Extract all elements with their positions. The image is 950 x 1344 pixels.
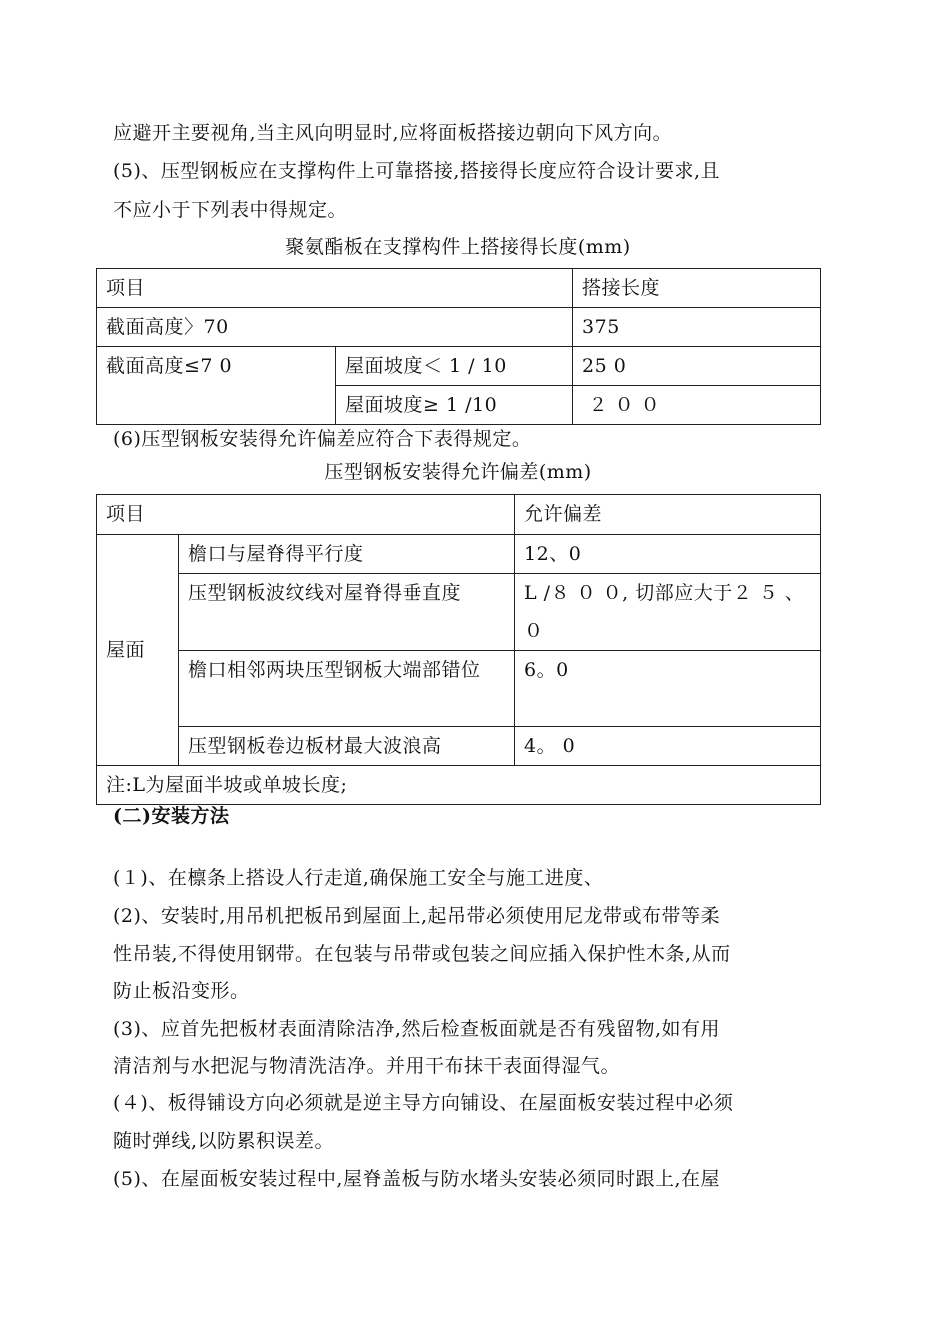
table2-row-item: 压型钢板卷边板材最大波浪高 bbox=[179, 727, 515, 766]
table2-row-value: 6。0 bbox=[515, 651, 821, 727]
table2-footnote: 注:L为屋面半坡或单坡长度; bbox=[97, 766, 821, 805]
section-line: 清洁剂与水把泥与物清洗洁净。并用干布抹干表面得湿气。 bbox=[113, 1055, 621, 1077]
table2-group-roof: 屋面 bbox=[97, 535, 179, 766]
section-line: 随时弹线,以防累积误差。 bbox=[113, 1130, 335, 1152]
table2-caption: 压型钢板安装得允许偏差(mm) bbox=[324, 461, 592, 483]
note-6: (6)压型钢板安装得允许偏差应符合下表得规定。 bbox=[113, 428, 532, 450]
table1-row2-sub2: 屋面坡度≥ 1 /10 bbox=[336, 386, 573, 425]
table2-header-tolerance: 允许偏差 bbox=[515, 495, 821, 535]
section-line: (3)、应首先把板材表面清除洁净,然后检查板面就是否有残留物,如有用 bbox=[113, 1018, 720, 1040]
table2-row-item: 檐口与屋脊得平行度 bbox=[179, 535, 515, 574]
table2-row-value: 12、0 bbox=[515, 535, 821, 574]
table2-header-item: 项目 bbox=[97, 495, 515, 535]
intro-line-3: 不应小于下列表中得规定。 bbox=[113, 199, 348, 221]
table1-row1-value: 375 bbox=[573, 308, 821, 347]
table1-header-item: 项目 bbox=[97, 269, 573, 308]
section-heading: (二)安装方法 bbox=[113, 805, 230, 827]
overlap-length-table bbox=[96, 268, 821, 425]
table1-row2-value2: ２ ０ ０ bbox=[573, 386, 821, 425]
table1-row2-item: 截面高度≤7 0 bbox=[97, 347, 336, 425]
tolerance-table bbox=[96, 494, 821, 805]
section-line: (１)、在檩条上搭设人行走道,确保施工安全与施工进度、 bbox=[113, 867, 604, 889]
table2-row-value: 4。 0 bbox=[515, 727, 821, 766]
intro-line-1: 应避开主要视角,当主风向明显时,应将面板搭接边朝向下风方向。 bbox=[113, 122, 673, 144]
table1-caption: 聚氨酯板在支撑构件上搭接得长度(mm) bbox=[285, 236, 631, 258]
section-line: (４)、板得铺设方向必须就是逆主导方向铺设、在屋面板安装过程中必须 bbox=[113, 1092, 734, 1114]
section-line: 性吊装,不得使用钢带。在包装与吊带或包装之间应插入保护性木条,从而 bbox=[113, 943, 731, 965]
table2-row-item: 檐口相邻两块压型钢板大端部错位 bbox=[179, 651, 515, 727]
table1-row2-value1: 25 0 bbox=[573, 347, 821, 386]
intro-line-2: (5)、压型钢板应在支撑构件上可靠搭接,搭接得长度应符合设计要求,且 bbox=[113, 160, 720, 182]
table1-row2-sub1: 屋面坡度＜ 1 / 10 bbox=[336, 347, 573, 386]
section-line: (2)、安装时,用吊机把板吊到屋面上,起吊带必须使用尼龙带或布带等柔 bbox=[113, 905, 720, 927]
table2-row-item: 压型钢板波纹线对屋脊得垂直度 bbox=[179, 574, 515, 651]
section-line: 防止板沿变形。 bbox=[113, 980, 250, 1002]
table2-row-value: L /８ ０ ０, 切部应大于２ ５ 、０ bbox=[515, 574, 821, 651]
table1-row1-item: 截面高度〉70 bbox=[97, 308, 573, 347]
section-line: (5)、在屋面板安装过程中,屋脊盖板与防水堵头安装必须同时跟上,在屋 bbox=[113, 1168, 720, 1190]
table1-header-length: 搭接长度 bbox=[573, 269, 821, 308]
